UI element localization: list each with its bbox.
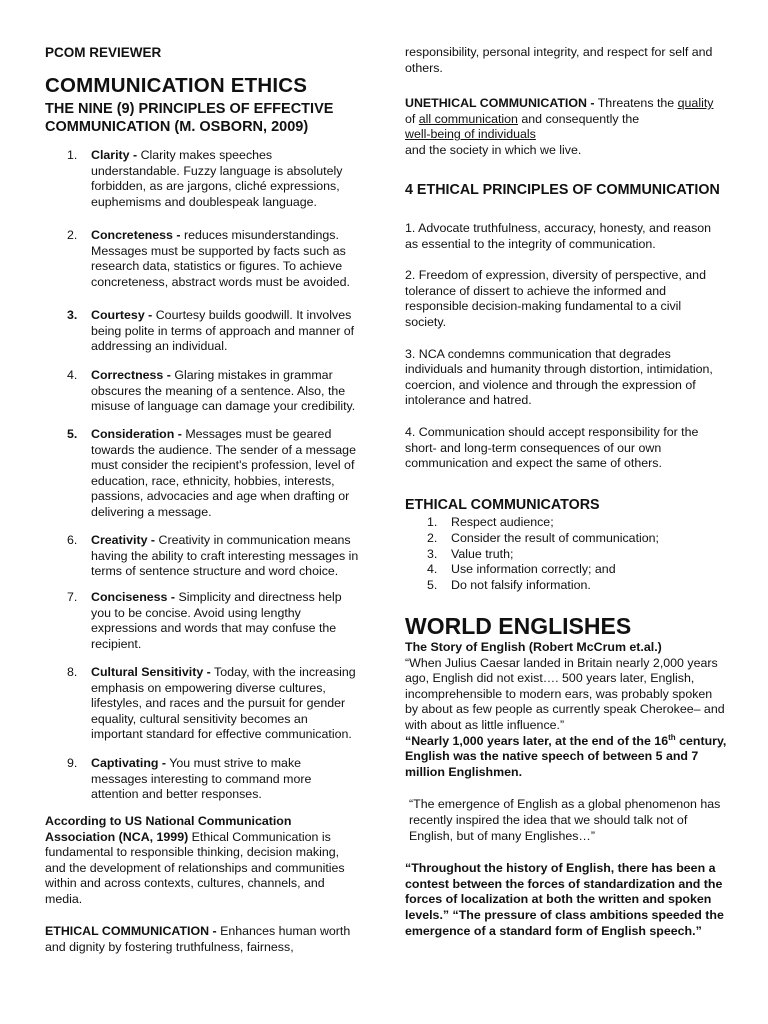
ethical-communication-paragraph [45,924,363,955]
unethical-term: UNETHICAL COMMUNICATION - [405,96,595,110]
four-principles-list [405,221,725,488]
item-number: 9. [67,756,78,770]
item-term: Concreteness - [91,228,181,242]
underlined-term: quality [677,96,714,110]
item-number: 1. [427,515,438,529]
item-description: Creativity in communication means having the ability to craft interesting messages in terms of sentence structure and word choice. [91,533,359,579]
item-number: 3. [67,308,78,322]
page-title: COMMUNICATION ETHICS [45,74,308,97]
item-number: 2. [67,228,78,242]
underlined-term: well-being of individuals [405,127,536,142]
item-description: Courtesy builds goodwill. It involves being polite in terms of approach and manner of addressing an individual. [91,308,355,354]
item-text [91,368,359,415]
item-description: Messages must be geared towards the audience. The sender of a message must consider the recipient's profession, level of education, race, ethnicity, hobbies, interests, passions, advocacies and age when drafting or delivering a message. [91,427,356,519]
item-text [91,590,359,652]
item-text [91,665,359,743]
quote-text: “Nearly 1,000 years later, at the end of the 16 [405,733,669,748]
nca-lead: According to US National Communication Association (NCA, 1999) [45,814,292,844]
nca-text: Ethical Communication is fundamental to responsible thinking, decision making, and the development of relationships and communities within and across contexts, cultures, channels, and media. [45,829,345,906]
item-number: 5. [67,427,78,441]
quote-16th-century [405,734,727,781]
item-text [91,756,359,803]
item-description: Glaring mistakes in grammar obscures the meaning of a sentence. Also, the misuse of language can damage your credibility. [91,368,356,414]
item-number: 3. [427,546,438,561]
list-item [405,547,725,563]
unethical-text: and the society in which we live. [405,142,582,157]
story-source: The Story of English (Robert McCrum et.al.) [405,640,662,654]
item-number: 5. [427,578,438,593]
item-term: Cultural Sensitivity - [91,665,211,679]
item-term: Conciseness - [91,590,176,604]
nca-paragraph [45,814,363,908]
item-number: 1. [67,148,78,162]
item-term: Captivating - [91,756,167,770]
list-item [405,578,725,594]
item-term: Clarity - [91,148,138,162]
list-item: 4. Communication should accept responsibility for the short- and long-term consequences of our own communication and expect the same of others. [405,424,699,471]
item-text [91,228,359,290]
item-text: Value truth; [451,546,514,561]
world-englishes-heading: WORLD ENGLISHES [405,613,632,639]
ethical-communicators-list [405,515,725,594]
quote-text: century, English was the native speech of between 5 and 7 million Englishmen. [405,733,727,779]
underlined-term: all communication [418,111,518,126]
ethical-communication-continued: responsibility, personal integrity, and respect for self and others. [405,45,713,75]
superscript: th [668,732,676,742]
item-number: 7. [67,590,78,604]
unethical-text: of [405,111,419,126]
list-item: 1. Advocate truthfulness, accuracy, honesty, and reason as essential to the integrity of communication. [405,221,712,251]
reviewer-label: PCOM REVIEWER [45,45,162,60]
item-term: Courtesy - [91,308,153,322]
item-term: Creativity - [91,533,156,547]
unethical-text: and consequently the [517,111,640,126]
item-text: Use information correctly; and [451,562,616,577]
item-description: reduces misunderstandings. Messages must be supported by facts such as research data, statistics or figures. To achieve concreteness, abstract words must be avoided. [91,228,350,289]
item-term: Consideration - [91,427,182,441]
item-description: Clarity makes speeches understandable. Fuzzy language is absolutely forbidden, as are jargons, cliché expressions, euphemisms and doublespeak language. [91,148,343,209]
list-item [405,562,725,578]
item-number: 2. [427,530,438,545]
item-text [91,427,359,521]
ethical-communicators-heading: ETHICAL COMMUNICATORS [405,497,600,513]
item-text: Consider the result of communication; [451,530,659,545]
item-text [91,533,359,580]
unethical-text: Threatens the [594,96,678,110]
quote-caesar: “When Julius Caesar landed in Britain nearly 2,000 years ago, English did not exist…. 500 years later, English, incomprehensible to modern ears, was probably spoken by about as few people as currently speak Cherokee– and with about as little influence.” [405,655,725,732]
item-number: 8. [67,665,78,679]
item-description: Today, with the increasing emphasis on empowering diverse cultures, lifestyles, and races and the pursuit for gender equality, cultural sensitivity becomes an important standard for effective communication. [91,665,356,742]
list-item: 3. NCA condemns communication that degrades individuals and humanity through distortion, intimidation, coercion, and violence and through the expression of intolerance and hatred. [405,346,713,408]
list-item [405,515,725,531]
story-of-english-section [405,640,727,939]
unethical-communication-paragraph [405,96,725,158]
ethical-text: Enhances human worth and dignity by fostering truthfulness, fairness, [45,924,351,954]
quote-standardization: “Throughout the history of English, there has been a contest between the forces of standardization and the forces of localization at both the written and spoken levels.” “The pressure of class ambitions speeded the emergence of a standard form of English speech.” [405,861,724,938]
item-description: You must strive to make messages interesting to command more attention and better responses. [91,756,312,802]
item-text: Do not falsify information. [451,578,591,593]
list-item [405,531,725,547]
ethical-term: ETHICAL COMMUNICATION - [45,924,217,938]
item-description: Simplicity and directness help you to be concise. Avoid using lengthy expressions and words that may confuse the recipient. [91,590,342,651]
item-number: 6. [67,533,78,547]
item-text [91,148,359,210]
item-number: 4. [427,562,438,577]
item-term: Correctness - [91,368,171,382]
item-text [91,308,359,355]
item-number: 4. [67,368,78,382]
principles-heading: THE NINE (9) PRINCIPLES OF EFFECTIVE COMMUNICATION (M. OSBORN, 2009) [45,101,334,135]
quote-englishes: “The emergence of English as a global phenomenon has recently inspired the idea that we should talk not of English, but of many Englishes…” [409,797,721,843]
list-item: 2. Freedom of expression, diversity of perspective, and tolerance of dissert to achieve the informed and responsible decision-making fundamental to a civil society. [405,268,706,329]
item-text: Respect audience; [451,515,554,529]
four-principles-heading: 4 ETHICAL PRINCIPLES OF COMMUNICATION [405,182,720,198]
